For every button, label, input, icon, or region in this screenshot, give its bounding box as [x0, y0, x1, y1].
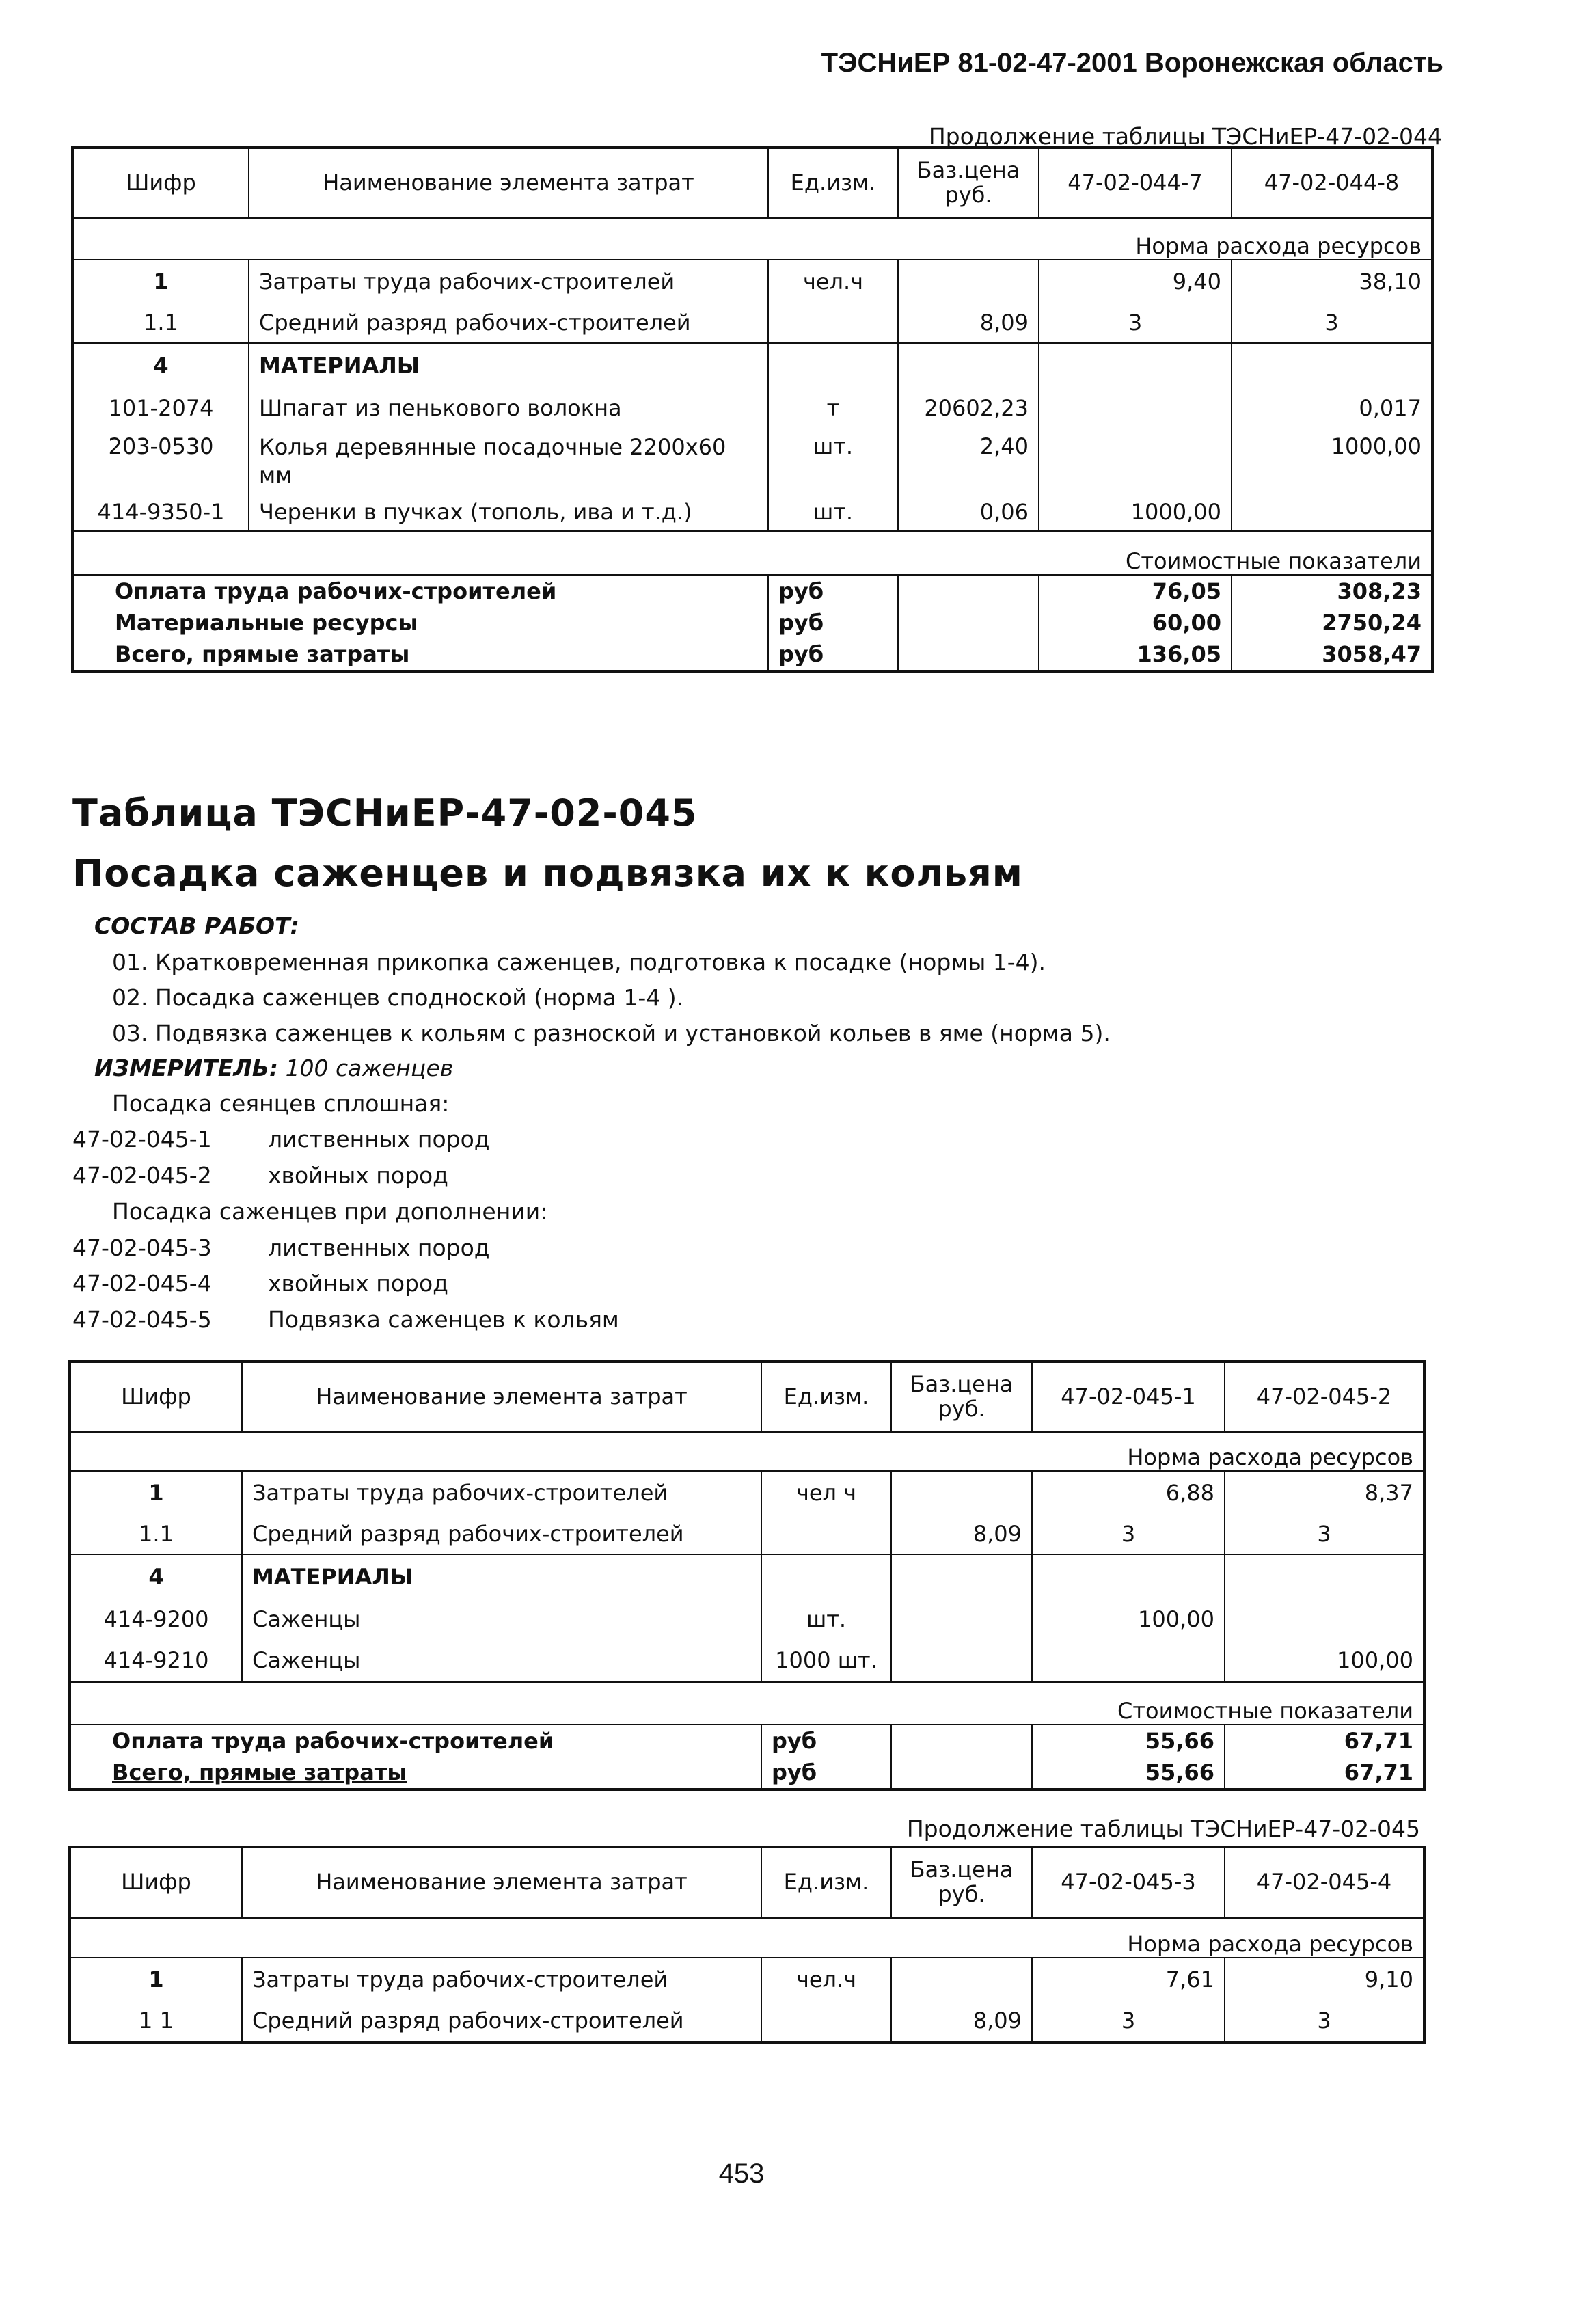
sum-name: Всего, прямые затраты	[115, 640, 410, 667]
cell-name: Черенки в пучках (тополь, ива и т.д.)	[249, 495, 768, 530]
sum-row	[72, 607, 1432, 638]
work-item: 03. Подвязка саженцев к кольям с разноской и установкой кольев в яме (норма 5).	[112, 1020, 1111, 1046]
sum-unit: руб	[768, 638, 898, 671]
sum-a: 55,66	[1032, 1757, 1225, 1789]
cell-name: Шпагат из пенькового волокна	[249, 387, 768, 429]
cell-a: 3	[1032, 1513, 1225, 1554]
cell-price: 8,09	[891, 2000, 1032, 2042]
sum-b: 67,71	[1225, 1725, 1424, 1757]
cell-a	[1039, 387, 1232, 429]
cell-a: 1000,00	[1039, 495, 1232, 530]
cell-a	[1039, 429, 1232, 495]
cell-code: 101-2074	[108, 395, 214, 421]
sum-name: Материальные ресурсы	[115, 609, 418, 636]
norm-label: Норма расхода ресурсов	[72, 219, 1432, 260]
sum-unit: руб	[761, 1725, 891, 1757]
cell-code: 1 1	[139, 2008, 174, 2033]
cell-code: 4	[72, 343, 249, 387]
head-cipher: Шифр	[70, 1362, 242, 1433]
table-row	[72, 429, 1432, 495]
head-col-b: 47-02-045-4	[1225, 1847, 1424, 1918]
table-row	[70, 1640, 1424, 1681]
norm-text: хвойных пород	[268, 1270, 448, 1297]
cell-name: Саженцы	[242, 1598, 761, 1640]
page-number: 453	[718, 2159, 765, 2189]
cost-label: Стоимостные показатели	[70, 1681, 1424, 1725]
table3	[68, 1846, 1426, 2044]
sum-unit: руб	[768, 607, 898, 638]
sum-unit: руб	[768, 575, 898, 607]
cell-b	[1232, 495, 1432, 530]
cell-unit: чел.ч	[768, 260, 898, 302]
cell-a: 3	[1032, 2000, 1225, 2042]
sum-unit: руб	[761, 1757, 891, 1789]
cell-price: 20602,23	[898, 387, 1039, 429]
norm-label: Норма расхода ресурсов	[70, 1918, 1424, 1958]
table-row	[70, 1471, 1424, 1513]
norm-text: Подвязка саженцев к кольям	[268, 1306, 619, 1333]
running-header: ТЭСНиЕР 81-02-47-2001 Воронежская область	[821, 48, 1443, 78]
table-row	[70, 1958, 1424, 2000]
table3-caption: Продолжение таблицы ТЭСНиЕР-47-02-045	[906, 1815, 1420, 1842]
head-col-a: 47-02-045-3	[1032, 1847, 1225, 1918]
cell-unit: чел.ч	[761, 1958, 891, 2000]
table-row	[72, 302, 1432, 343]
norm-code: 47-02-045-5	[72, 1306, 212, 1333]
work-item: 02. Посадка саженцев сподноской (норма 1-4 ).	[112, 984, 684, 1011]
section-subtitle: Посадка саженцев и подвязка их к кольям	[72, 852, 1023, 895]
cell-price	[891, 1958, 1032, 2000]
cell-code: 1.1	[139, 1520, 174, 1547]
cell-b: 0,017	[1232, 387, 1432, 429]
cell-b: 9,10	[1225, 1958, 1424, 2000]
table1-caption: Продолжение таблицы ТЭСНиЕР-47-02-044	[928, 123, 1442, 150]
cell-code: 1	[153, 268, 169, 295]
group-heading: Посадка сеянцев сплошная:	[112, 1090, 450, 1117]
sum-name: Оплата труда рабочих-строителей	[112, 1727, 554, 1754]
cell-price	[891, 1471, 1032, 1513]
sum-b: 67,71	[1225, 1757, 1424, 1789]
cell-name: Затраты труда рабочих-строителей	[242, 1471, 761, 1513]
cell-b	[1225, 1598, 1424, 1640]
cell-name: МАТЕРИАЛЫ	[249, 343, 768, 387]
head-price: Баз.цена руб.	[898, 148, 1039, 219]
meter-label: ИЗМЕРИТЕЛЬ:	[94, 1055, 279, 1081]
sum-a: 60,00	[1039, 607, 1232, 638]
cell-b: 3	[1225, 1513, 1424, 1554]
head-price: Баз.цена руб.	[891, 1847, 1032, 1918]
cell-a	[1032, 1640, 1225, 1681]
norm-text: лиственных пород	[268, 1234, 490, 1261]
head-unit: Ед.изм.	[768, 148, 898, 219]
cost-label: Стоимостные показатели	[72, 530, 1432, 575]
head-name: Наименование элемента затрат	[249, 148, 768, 219]
cell-a: 9,40	[1039, 260, 1232, 302]
head-col-b: 47-02-045-2	[1225, 1362, 1424, 1433]
table-row	[72, 260, 1432, 302]
cell-code: 4	[70, 1554, 242, 1598]
head-name: Наименование элемента затрат	[242, 1362, 761, 1433]
sum-b: 308,23	[1232, 575, 1432, 607]
sum-a: 55,66	[1032, 1725, 1225, 1757]
norm-text: хвойных пород	[268, 1162, 448, 1189]
cell-name: Средний разряд рабочих-строителей	[249, 302, 768, 343]
cell-a: 6,88	[1032, 1471, 1225, 1513]
table-row	[72, 495, 1432, 530]
table-row	[70, 1513, 1424, 1554]
cell-price: 0,06	[898, 495, 1039, 530]
cell-price: 8,09	[898, 302, 1039, 343]
sum-b: 2750,24	[1232, 607, 1432, 638]
cell-code: 414-9350-1	[97, 499, 225, 526]
cell-price: 8,09	[891, 1513, 1032, 1554]
cell-code: 1.1	[144, 309, 178, 336]
table1	[71, 146, 1434, 673]
sum-row	[70, 1757, 1424, 1789]
cell-b: 100,00	[1225, 1640, 1424, 1681]
head-price: Баз.цена руб.	[891, 1362, 1032, 1433]
cell-name: Колья деревянные посадочные 2200x60 мм	[249, 429, 768, 495]
head-unit: Ед.изм.	[761, 1362, 891, 1433]
cell-name: Средний разряд рабочих-строителей	[242, 2000, 761, 2042]
head-col-b: 47-02-044-8	[1232, 148, 1432, 219]
cell-name: Затраты труда рабочих-строителей	[242, 1958, 761, 2000]
sum-b: 3058,47	[1232, 638, 1432, 671]
head-col-a: 47-02-045-1	[1032, 1362, 1225, 1433]
cell-code: 1	[148, 1479, 164, 1506]
cell-b: 1000,00	[1232, 429, 1432, 495]
norm-label: Норма расхода ресурсов	[70, 1433, 1424, 1472]
cell-unit: чел ч	[761, 1471, 891, 1513]
work-item: 01. Кратковременная прикопка саженцев, подготовка к посадке (нормы 1-4).	[112, 949, 1046, 975]
cell-code: 414-9210	[103, 1647, 209, 1674]
head-cipher: Шифр	[70, 1847, 242, 1918]
norm-code: 47-02-045-2	[72, 1162, 212, 1189]
cell-a: 100,00	[1032, 1598, 1225, 1640]
table-row	[72, 343, 1432, 387]
cell-code: 1	[148, 1966, 164, 1992]
sum-row	[72, 575, 1432, 607]
head-col-a: 47-02-044-7	[1039, 148, 1232, 219]
cell-unit	[761, 2000, 891, 2042]
norm-text: лиственных пород	[268, 1126, 490, 1152]
head-name: Наименование элемента затрат	[242, 1847, 761, 1918]
head-cipher: Шифр	[72, 148, 249, 219]
cell-unit: 1000 шт.	[761, 1640, 891, 1681]
cell-code: 414-9200	[103, 1606, 209, 1632]
cell-name: Саженцы	[242, 1640, 761, 1681]
cell-name: Затраты труда рабочих-строителей	[249, 260, 768, 302]
norm-code: 47-02-045-4	[72, 1270, 212, 1297]
cell-price	[891, 1640, 1032, 1681]
cell-unit	[761, 1513, 891, 1554]
table-row	[70, 1554, 1424, 1598]
sum-row	[70, 1725, 1424, 1757]
norm-code: 47-02-045-1	[72, 1126, 212, 1152]
group-heading: Посадка саженцев при дополнении:	[112, 1198, 548, 1225]
cell-b: 3	[1225, 2000, 1424, 2042]
sum-row	[72, 638, 1432, 671]
cell-unit	[768, 302, 898, 343]
cell-code: 203-0530	[108, 433, 214, 459]
table-row	[72, 387, 1432, 429]
meter-line	[94, 1055, 453, 1081]
cell-unit: т	[768, 387, 898, 429]
sum-name: Оплата труда рабочих-строителей	[115, 578, 557, 604]
cell-a: 3	[1039, 302, 1232, 343]
sum-a: 76,05	[1039, 575, 1232, 607]
table2	[68, 1360, 1426, 1791]
head-unit: Ед.изм.	[761, 1847, 891, 1918]
sum-a: 136,05	[1039, 638, 1232, 671]
cell-a: 7,61	[1032, 1958, 1225, 2000]
cell-price: 2,40	[898, 429, 1039, 495]
cell-unit: шт.	[768, 429, 898, 495]
sum-name: Всего, прямые затраты	[112, 1759, 407, 1785]
table-row	[70, 1598, 1424, 1640]
norm-code: 47-02-045-3	[72, 1234, 212, 1261]
cell-unit: шт.	[768, 495, 898, 530]
cell-name: Средний разряд рабочих-строителей	[242, 1513, 761, 1554]
cell-price	[891, 1598, 1032, 1640]
cell-b: 8,37	[1225, 1471, 1424, 1513]
work-composition-label: СОСТАВ РАБОТ:	[94, 913, 299, 939]
table-row	[70, 2000, 1424, 2042]
cell-name: МАТЕРИАЛЫ	[242, 1554, 761, 1598]
cell-b: 38,10	[1232, 260, 1432, 302]
meter-value: 100 саженцев	[285, 1055, 454, 1081]
table-title: Таблица ТЭСНиЕР-47-02-045	[72, 792, 698, 835]
cell-price	[898, 260, 1039, 302]
cell-unit: шт.	[761, 1598, 891, 1640]
cell-b: 3	[1232, 302, 1432, 343]
